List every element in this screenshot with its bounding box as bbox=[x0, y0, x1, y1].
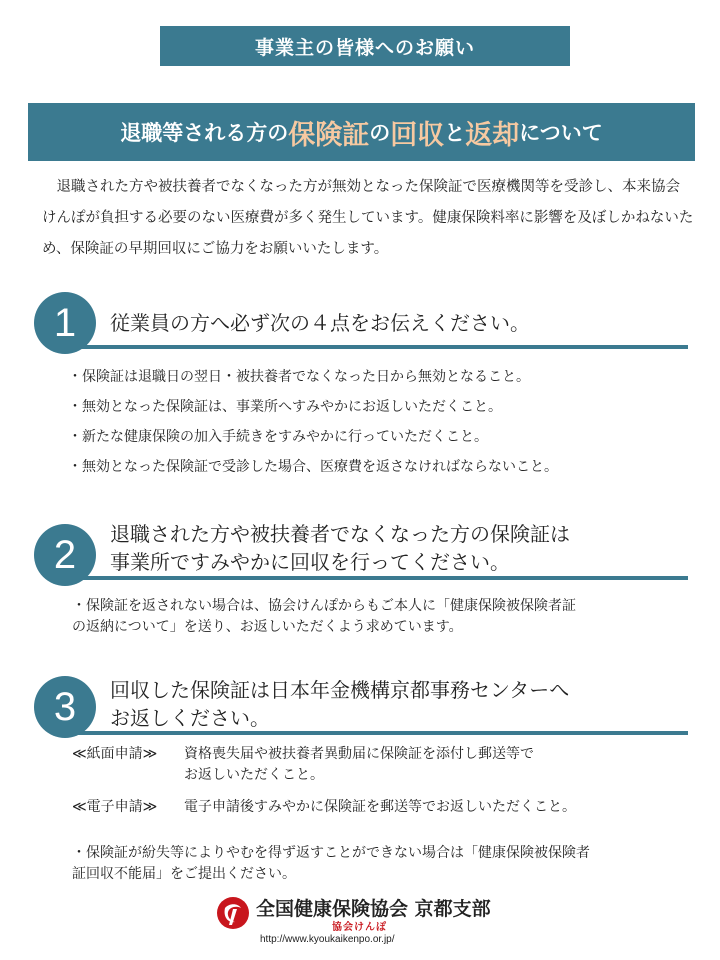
list-item: ・保険証は退職日の翌日・被扶養者でなくなった日から無効となること。 bbox=[68, 369, 530, 385]
kyoukai-kenpo-logo-icon bbox=[216, 896, 250, 930]
section-3-divider bbox=[62, 731, 688, 735]
application-paper-line: 資格喪失届や被扶養者異動届に保険証を添付し郵送等で bbox=[184, 746, 534, 762]
title-highlight-collect: 回収 bbox=[390, 119, 445, 151]
section-3-title bbox=[110, 676, 569, 732]
application-electronic-text: 電子申請後すみやかに保険証を郵送等でお返しいただくこと。 bbox=[184, 799, 576, 815]
section-1-number: 1 bbox=[34, 292, 96, 354]
application-paper bbox=[72, 744, 534, 786]
title-particle-to: と bbox=[444, 121, 466, 145]
section-2-title bbox=[110, 520, 570, 576]
list-item: ・無効となった保険証で受診した場合、医療費を返さなければならないこと。 bbox=[68, 459, 558, 475]
title-pre: 退職等される方の bbox=[120, 121, 289, 145]
section-3-number: 3 bbox=[34, 676, 96, 738]
org-name: 全国健康保険協会 京都支部 bbox=[256, 898, 491, 920]
section-2-title-line: 退職された方や被扶養者でなくなった方の保険証は bbox=[110, 522, 570, 546]
section-1-list bbox=[68, 362, 558, 482]
section-3-note-line: 証回収不能届」をご提出ください。 bbox=[72, 866, 296, 882]
section-1-divider bbox=[62, 345, 688, 349]
list-item: ・無効となった保険証は、事業所へすみやかにお返しいただくこと。 bbox=[68, 399, 502, 415]
section-2-divider bbox=[62, 576, 688, 580]
page-title bbox=[28, 103, 695, 161]
title-highlight-return: 返却 bbox=[465, 119, 520, 151]
section-3-title-line: 回収した保険証は日本年金機構京都事務センターへ bbox=[110, 678, 570, 702]
top-banner-text: 事業主の皆様へのお願い bbox=[254, 36, 475, 59]
list-item: ・新たな健康保険の加入手続きをすみやかに行っていただくこと。 bbox=[68, 429, 488, 445]
application-electronic bbox=[72, 797, 576, 818]
section-3-title-line: お返しください。 bbox=[110, 706, 270, 730]
application-paper-line: お返しいただくこと。 bbox=[184, 767, 324, 783]
footer bbox=[216, 892, 536, 952]
org-url-link[interactable]: http://www.kyoukaikenpo.or.jp/ bbox=[260, 934, 395, 945]
section-2-title-line: 事業所ですみやかに回収を行ってください。 bbox=[110, 550, 510, 574]
section-3-note bbox=[72, 843, 590, 885]
application-paper-text bbox=[184, 744, 534, 786]
section-3-note-line: ・保険証が紛失等によりやむを得ず返すことができない場合は「健康保険被保険者 bbox=[72, 845, 590, 861]
title-post: について bbox=[519, 121, 603, 145]
top-banner bbox=[160, 26, 570, 66]
section-2-note-line: の返納について」を送り、お返しいただくよう求めています。 bbox=[72, 619, 463, 635]
title-particle-no: の bbox=[369, 121, 391, 145]
title-highlight-card: 保険証 bbox=[288, 119, 370, 151]
section-2-number: 2 bbox=[34, 524, 96, 586]
section-2-note-line: ・保険証を返されない場合は、協会けんぽからもご本人に「健康保険被保険者証 bbox=[72, 598, 576, 614]
section-2-note bbox=[72, 596, 576, 638]
section-1-title: 従業員の方へ必ず次の４点をお伝えください。 bbox=[110, 311, 530, 335]
application-paper-label: ≪紙面申請≫ bbox=[72, 746, 158, 762]
org-sub: 協会けんぽ bbox=[332, 922, 387, 933]
application-electronic-label: ≪電子申請≫ bbox=[72, 799, 158, 815]
intro-paragraph: 退職された方や被扶養者でなくなった方が無効となった保険証で医療機関等を受診し、本来協会けんぽが負担する必要のない医療費が多く発生しています。健康保険料率に影響を及ぼしかねないため、保険証の早期回収にご協力をお願いいたします。 bbox=[42, 179, 694, 257]
